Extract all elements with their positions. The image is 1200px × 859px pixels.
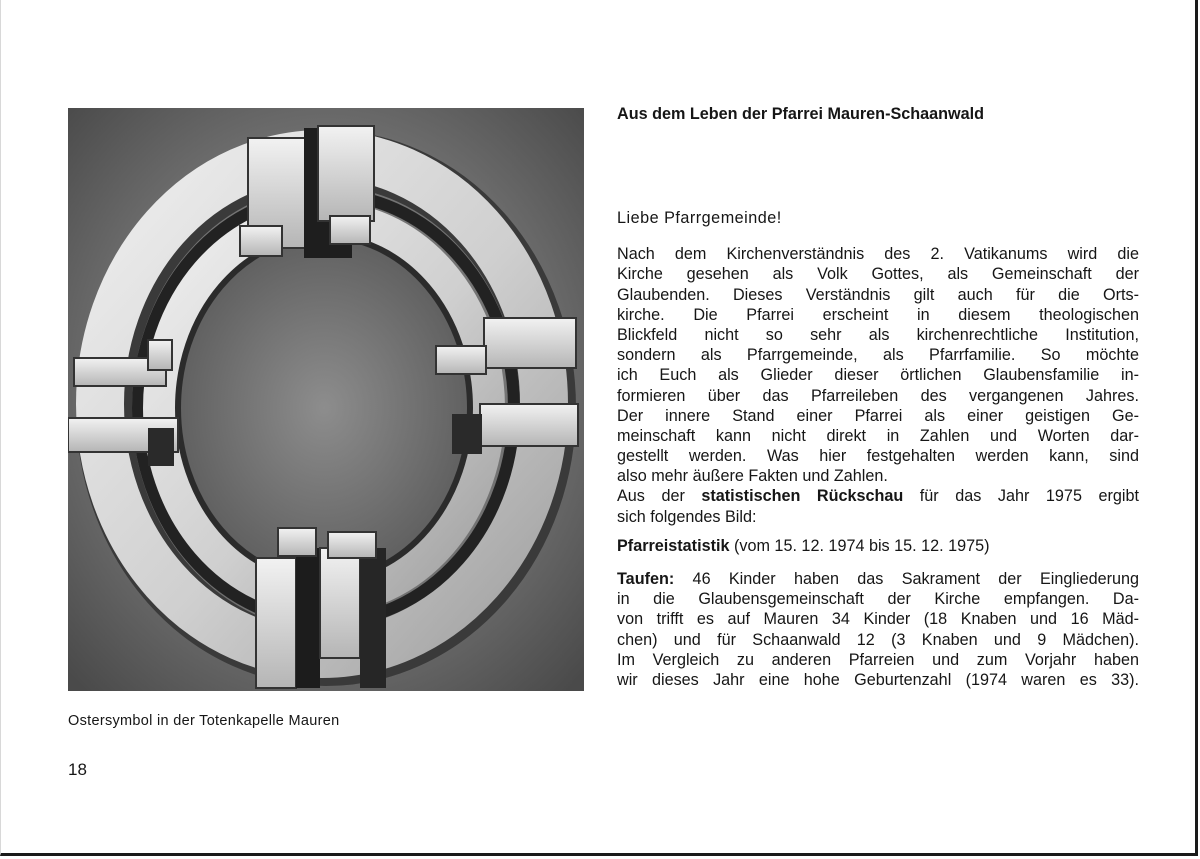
intro-line: ich Euch als Glieder dieser örtlichen Glaubensfamilie in-	[617, 366, 1139, 385]
intro-line: formieren über das Pfarreileben des vergangenen Jahres.	[617, 386, 1139, 405]
intro-line: meinschaft kann nicht direkt in Zahlen und Worten dar-	[617, 426, 1139, 445]
intro-line: Der innere Stand einer Pfarrei als einer geistigen Ge-	[617, 406, 1139, 425]
intro-line: also mehr äußere Fakten und Zahlen.	[617, 467, 888, 486]
taufen-line	[617, 569, 1139, 589]
photo-caption: Ostersymbol in der Totenkapelle Mauren	[68, 713, 340, 729]
taufen-label: Taufen:	[617, 570, 675, 589]
intro-line: Blickfeld nicht so sehr als kirchenrechtliche Institution,	[617, 325, 1139, 344]
stat-intro-bold: statistischen Rückschau	[701, 487, 904, 506]
salutation: Liebe Pfarrgemeinde!	[617, 209, 782, 227]
taufen-paragraph	[617, 569, 1139, 690]
easter-symbol-photo	[68, 108, 584, 691]
pfarreistatistik-label: Pfarreistatistik	[617, 536, 730, 555]
intro-line: Nach dem Kirchenverständnis des 2. Vatikanums wird die	[617, 245, 1139, 264]
taufen-line: Im Vergleich zu anderen Pfarreien und zum Vorjahr haben	[617, 650, 1139, 669]
pfarreistatistik-heading	[617, 536, 1139, 556]
ring-sculpture-image	[68, 108, 584, 691]
intro-paragraph	[617, 244, 1139, 527]
intro-line: gestellt werden. Was hier festgehalten werden kann, sind	[617, 447, 1139, 466]
page-number: 18	[68, 760, 87, 779]
taufen-line: wir dieses Jahr eine hohe Geburtenzahl (1974 waren es 33).	[617, 670, 1139, 689]
taufen-line: in die Glaubensgemeinschaft der Kirche empfangen. Da-	[617, 590, 1139, 609]
article-title: Aus dem Leben der Pfarrei Mauren-Schaanwald	[617, 105, 985, 123]
pfarreistatistik-range: (vom 15. 12. 1974 bis 15. 12. 1975)	[729, 536, 990, 555]
intro-line: Kirche gesehen als Volk Gottes, als Gemeinschaft der	[617, 265, 1139, 284]
intro-line: Glaubenden. Dieses Verständnis gilt auch für die Orts-	[617, 285, 1139, 304]
taufen-line: von trifft es auf Mauren 34 Kinder (18 Knaben und 16 Mäd-	[617, 610, 1139, 629]
stat-intro-pre: Aus der	[617, 487, 702, 506]
intro-line: sondern als Pfarrgemeinde, als Pfarrfamilie. So möchte	[617, 346, 1139, 365]
stat-intro-line2: sich folgendes Bild:	[617, 507, 757, 526]
article-column	[617, 103, 1139, 690]
taufen-line: chen) und für Schaanwald 12 (3 Knaben und 9 Mädchen).	[617, 630, 1139, 649]
stat-intro-line	[617, 486, 1139, 506]
stat-intro-post: für das Jahr 1975 ergibt	[903, 487, 1139, 506]
taufen-first-rest: 46 Kinder haben das Sakrament der Eingliederung	[674, 570, 1139, 589]
intro-line: kirche. Die Pfarrei erscheint in diesem theologischen	[617, 305, 1139, 324]
